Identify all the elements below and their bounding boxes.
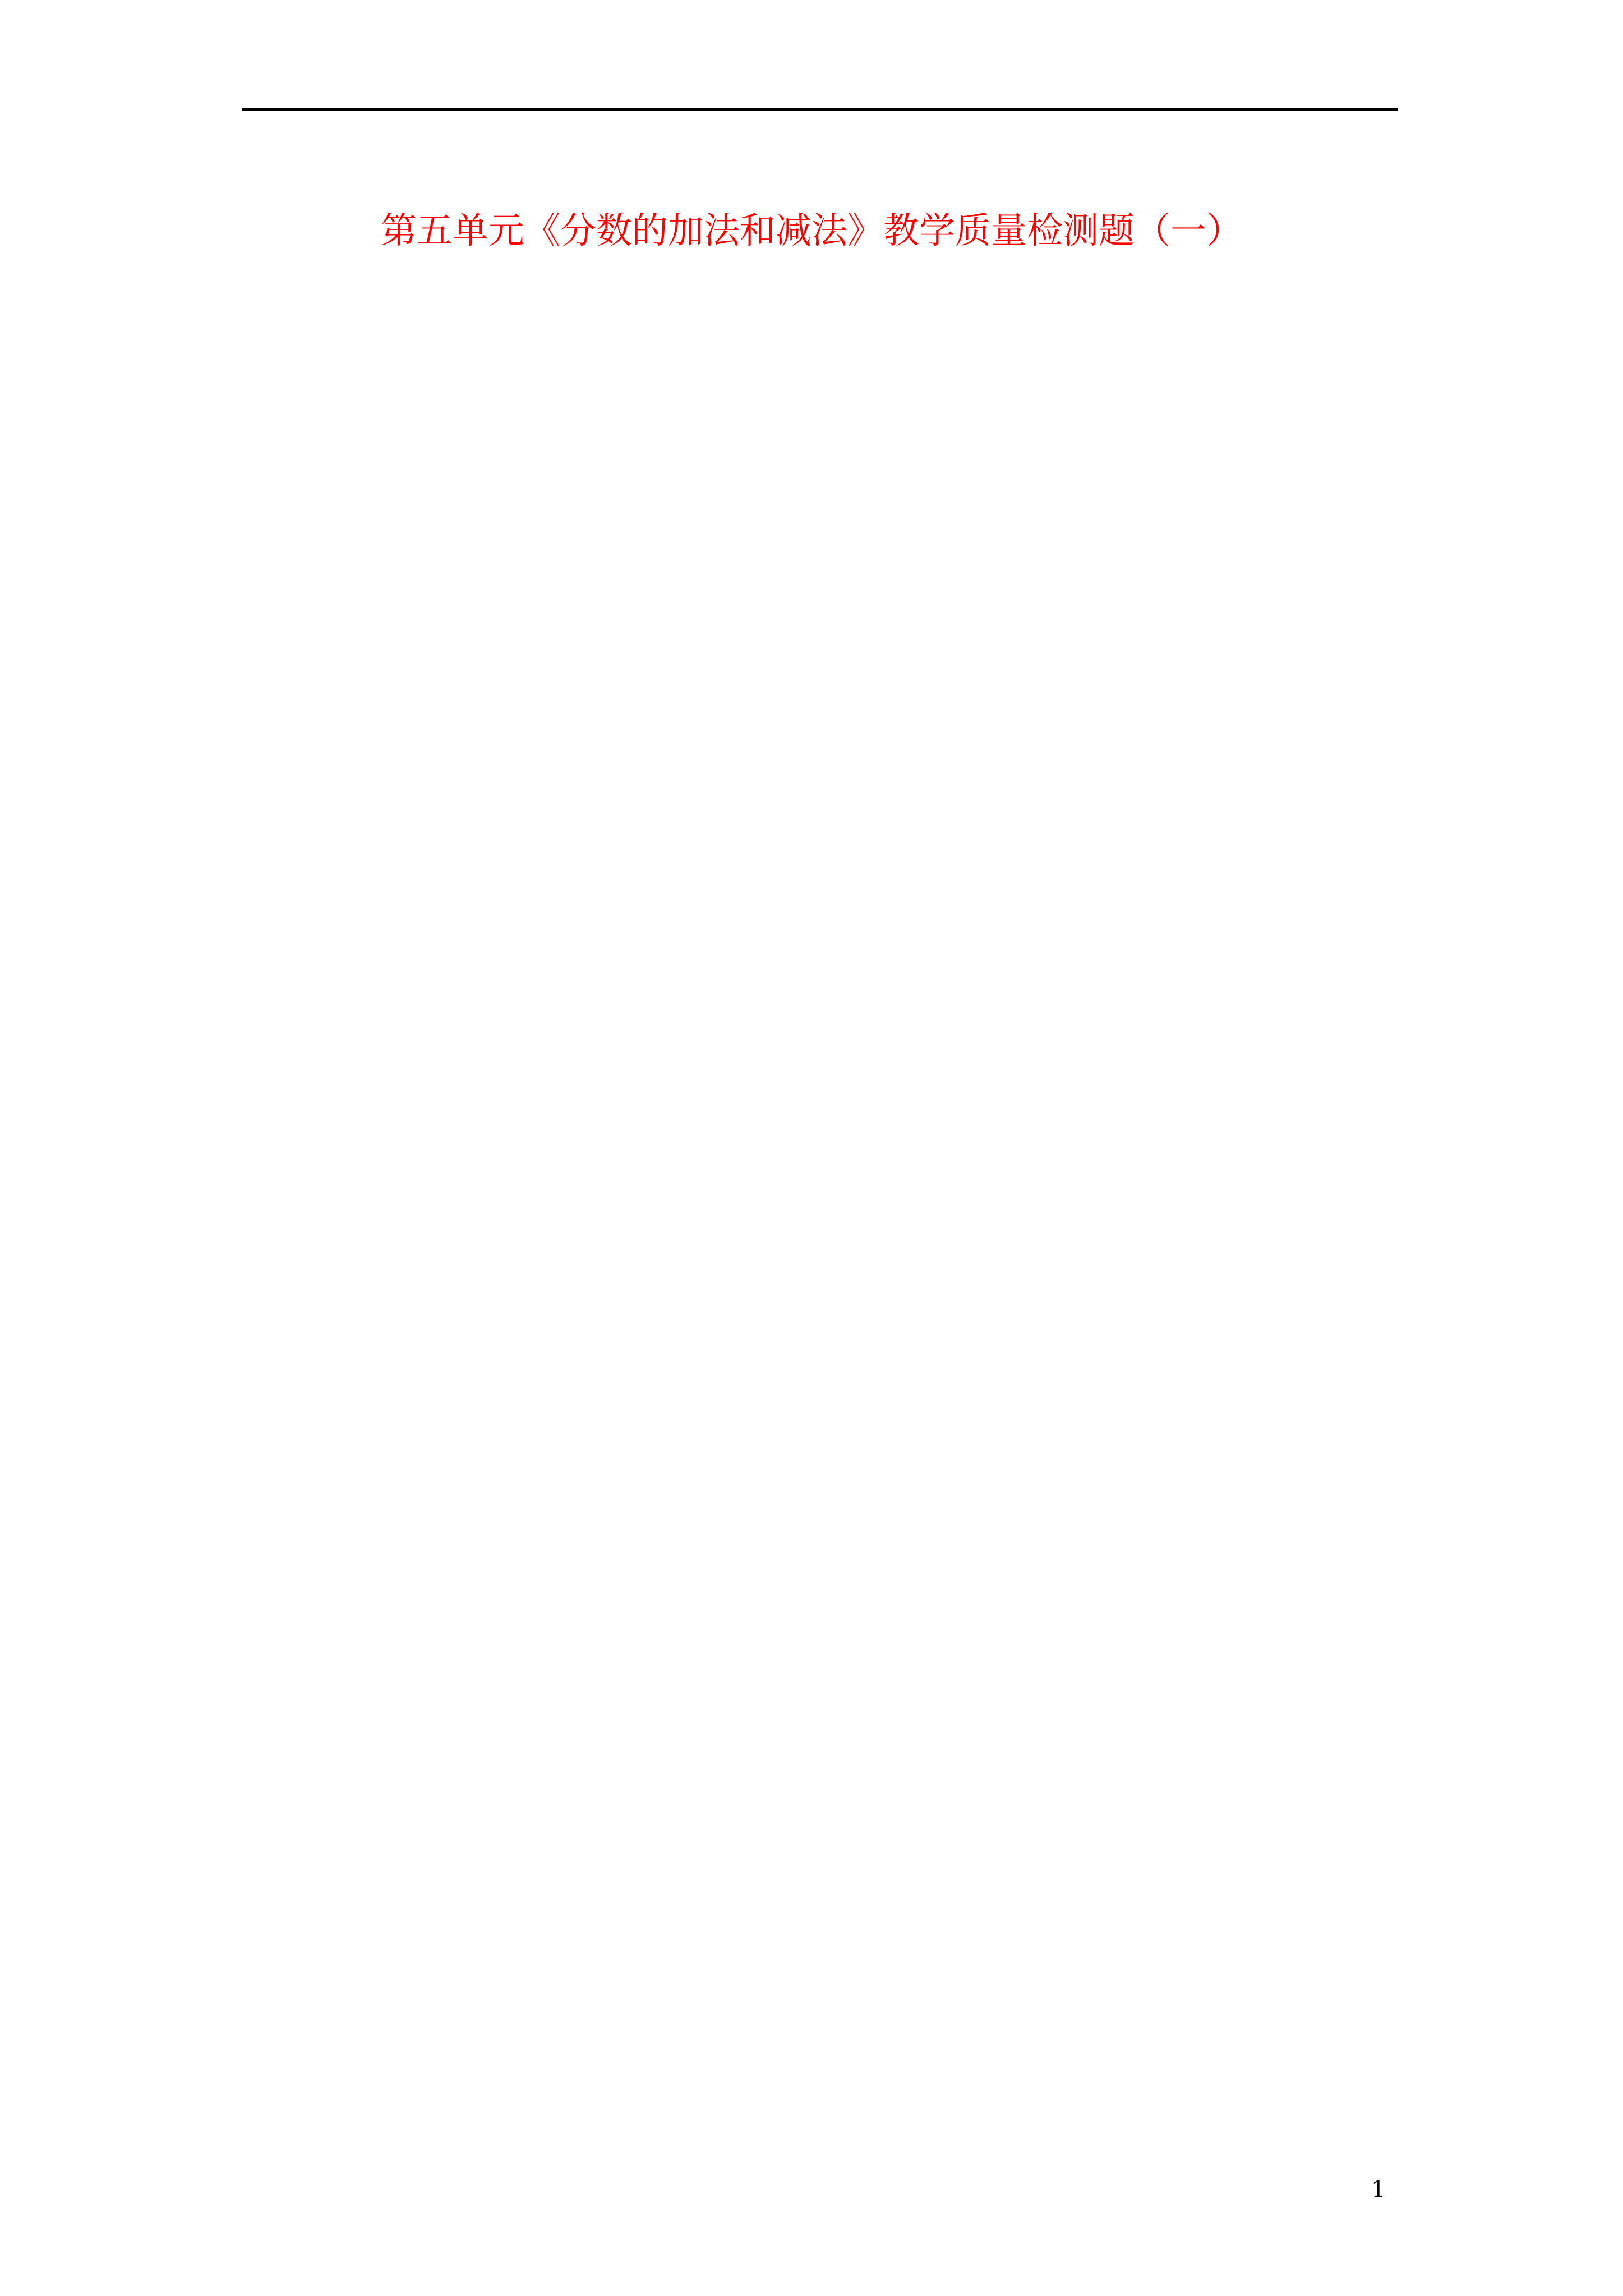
page-title: 第五单元《分数的加法和减法》教学质量检测题（一） [381,210,1242,252]
page-number: 1 [1371,2177,1386,2202]
header-rule [242,108,1398,111]
